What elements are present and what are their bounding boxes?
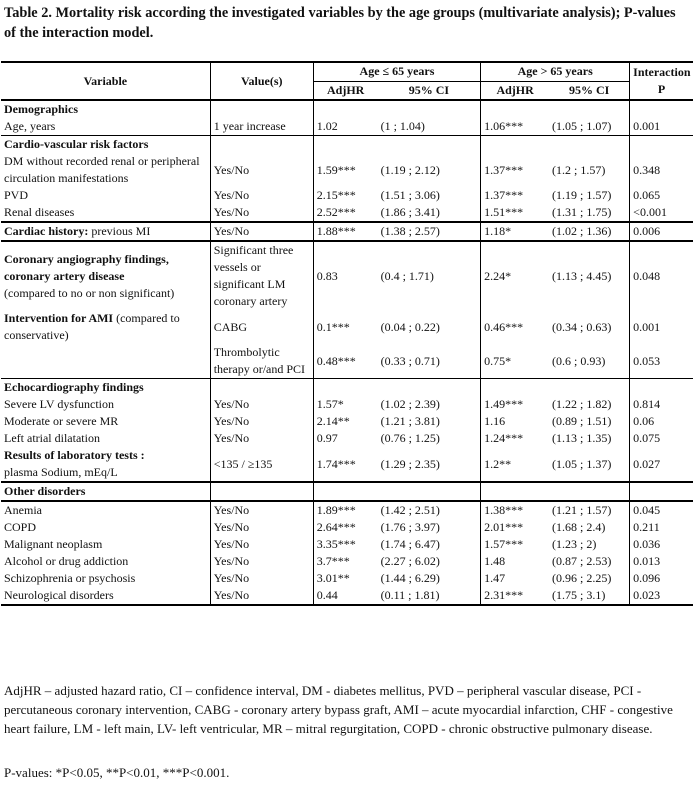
adjhr-le65-cell: 2.15*** — [313, 187, 377, 204]
value-cell: Yes/No — [210, 204, 313, 222]
ci-gt65-cell: (1.23 ; 2) — [552, 537, 597, 551]
interaction-p-cell: 0.06 — [630, 413, 693, 430]
adjhr-le65-cell: 1.89*** — [313, 501, 377, 519]
ci-le65-cell: (1.44 ; 6.29) — [380, 571, 440, 585]
table-row — [1, 118, 693, 136]
empty-cell — [313, 100, 377, 118]
value-cell: Yes/No — [210, 536, 313, 553]
adjhr-gt65-cell: 2.31*** — [481, 587, 549, 605]
header-ci-2: 95% CI — [549, 81, 630, 100]
variable-cell — [1, 222, 210, 241]
variable-label: Schizophrenia or psychosis — [4, 571, 136, 585]
variable-cell — [1, 570, 210, 587]
empty-cell — [630, 100, 693, 118]
interaction-p-cell: 0.045 — [630, 501, 693, 519]
empty-cell — [549, 136, 630, 154]
ci-le65-cell: (1.29 ; 2.35) — [380, 456, 440, 471]
table-row — [1, 310, 693, 344]
empty-cell — [378, 136, 481, 154]
table-body — [1, 100, 693, 605]
header-adjhr-2: AdjHR — [481, 81, 549, 100]
interaction-p-cell: 0.027 — [630, 447, 693, 482]
interaction-p-cell: 0.065 — [630, 187, 693, 204]
ci-gt65-cell: (1.02 ; 1.36) — [549, 222, 630, 241]
adjhr-gt65-cell: 1.47 — [481, 570, 549, 587]
table-row — [1, 136, 693, 154]
interaction-p-cell: 0.006 — [630, 222, 693, 241]
section-label: Cardio-vascular risk factors — [1, 136, 210, 154]
adjhr-le65-cell: 2.14** — [313, 413, 377, 430]
interaction-p-cell: 0.001 — [630, 310, 693, 344]
ci-le65-cell: (1 ; 1.04) — [380, 119, 425, 133]
empty-cell — [210, 482, 313, 501]
header-adjhr-1: AdjHR — [313, 81, 377, 100]
ci-le65-cell: (1.74 ; 6.47) — [380, 537, 440, 551]
ci-gt65-cell: (1.05 ; 1.37) — [552, 456, 612, 471]
value-cell: Significant three vessels or significant LM coronary artery — [210, 241, 313, 310]
empty-cell — [313, 379, 377, 397]
adjhr-le65-cell: 0.44 — [313, 587, 377, 605]
ci-le65-cell: (1.21 ; 3.81) — [380, 414, 440, 428]
variable-cell — [1, 118, 210, 136]
table-row — [1, 187, 693, 204]
value-cell: Yes/No — [210, 519, 313, 536]
variable-cell — [1, 241, 210, 310]
adjhr-gt65-cell: 1.57*** — [481, 536, 549, 553]
variable-label: (compared to no or non significant) — [4, 285, 175, 300]
mortality-risk-table — [1, 61, 693, 606]
table-row — [1, 344, 693, 379]
interaction-p-cell: 0.013 — [630, 553, 693, 570]
variable-label: Moderate or severe MR — [4, 414, 119, 428]
empty-cell — [313, 482, 377, 501]
empty-cell — [630, 136, 693, 154]
empty-cell — [549, 379, 630, 397]
empty-cell — [210, 100, 313, 118]
adjhr-le65-cell: 0.1*** — [313, 310, 377, 344]
empty-cell — [549, 100, 630, 118]
table-row — [1, 482, 693, 501]
value-cell: Yes/No — [210, 553, 313, 570]
empty-cell — [378, 100, 481, 118]
adjhr-le65-cell: 1.74*** — [313, 447, 377, 482]
variable-label: Age, years — [4, 119, 56, 133]
ci-le65-cell: (0.11 ; 1.81) — [378, 587, 481, 605]
variable-cell — [1, 553, 210, 570]
value-cell: 1 year increase — [210, 118, 313, 136]
table-row — [1, 241, 693, 310]
table-row — [1, 204, 693, 222]
variable-cell — [1, 310, 210, 344]
table-row — [1, 153, 693, 187]
adjhr-gt65-cell: 1.37*** — [481, 187, 549, 204]
value-cell: Yes/No — [210, 396, 313, 413]
adjhr-gt65-cell: 1.24*** — [481, 430, 549, 447]
ci-le65-cell: (1.51 ; 3.06) — [380, 188, 440, 202]
adjhr-le65-cell: 1.57* — [313, 396, 377, 413]
header-age-gt-65: Age > 65 years — [481, 62, 630, 81]
table-row — [1, 413, 693, 430]
ci-gt65-cell: (1.05 ; 1.07) — [552, 119, 612, 133]
table-row — [1, 587, 693, 605]
ci-le65-cell: (1.42 ; 2.51) — [378, 501, 481, 519]
interaction-p-cell: 0.023 — [630, 587, 693, 605]
variable-bold-label: Intervention for AMI — [4, 311, 114, 325]
variable-cell — [1, 430, 210, 447]
adjhr-gt65-cell: 1.38*** — [481, 501, 549, 519]
adjhr-le65-cell: 3.35*** — [313, 536, 377, 553]
empty-cell — [378, 482, 481, 501]
variable-label: DM without recorded renal or peripheral circulation manifestations — [4, 154, 200, 185]
ci-le65-cell: (1.19 ; 2.12) — [380, 162, 440, 177]
interaction-p-cell: 0.048 — [630, 241, 693, 310]
adjhr-le65-cell: 2.52*** — [313, 204, 377, 222]
ci-gt65-cell: (0.6 ; 0.93) — [552, 353, 606, 368]
header-variable: Variable — [1, 62, 210, 100]
variable-cell — [1, 519, 210, 536]
section-label: Demographics — [4, 102, 78, 116]
empty-cell — [481, 379, 549, 397]
ci-le65-cell: (1.02 ; 2.39) — [380, 397, 440, 411]
variable-label: Anemia — [4, 503, 42, 517]
variable-label: COPD — [4, 520, 37, 534]
ci-le65-cell: (2.27 ; 6.02) — [380, 554, 440, 568]
ci-gt65-cell: (0.96 ; 2.25) — [552, 571, 612, 585]
adjhr-le65-cell: 2.64*** — [313, 519, 377, 536]
empty-cell — [210, 136, 313, 154]
table-row — [1, 396, 693, 413]
value-cell: Yes/No — [210, 570, 313, 587]
variable-label: Malignant neoplasm — [4, 537, 103, 551]
interaction-p-cell: 0.211 — [630, 519, 693, 536]
variable-label: Severe LV dysfunction — [4, 397, 114, 411]
adjhr-gt65-cell: 1.37*** — [481, 153, 549, 187]
value-cell: Yes/No — [210, 413, 313, 430]
variable-cell — [1, 501, 210, 519]
ci-gt65-cell: (0.87 ; 2.53) — [552, 554, 612, 568]
adjhr-le65-cell: 0.48*** — [313, 344, 377, 379]
value-cell: Yes/No — [210, 501, 313, 519]
variable-label: Renal diseases — [4, 205, 75, 219]
table-row — [1, 501, 693, 519]
header-values: Value(s) — [210, 62, 313, 100]
variable-cell — [1, 187, 210, 204]
ci-gt65-cell: (1.13 ; 1.35) — [552, 431, 612, 445]
table-row — [1, 430, 693, 447]
adjhr-gt65-cell: 2.24* — [481, 241, 549, 310]
section-label: Other disorders — [1, 482, 210, 501]
interaction-p-cell: <0.001 — [630, 204, 693, 222]
header-interaction: Interaction P — [630, 62, 693, 100]
empty-cell — [630, 482, 693, 501]
variable-label: Neurological disorders — [4, 588, 114, 602]
adjhr-gt65-cell: 2.01*** — [481, 519, 549, 536]
variable-bold-label: Cardiac history: — [4, 224, 89, 238]
adjhr-gt65-cell: 1.49*** — [481, 396, 549, 413]
ci-gt65-cell: (1.75 ; 3.1) — [549, 587, 630, 605]
empty-cell — [481, 482, 549, 501]
ci-gt65-cell: (1.21 ; 1.57) — [549, 501, 630, 519]
table-row — [1, 447, 693, 482]
footnote-abbreviations: AdjHR – adjusted hazard ratio, CI – confidence interval, DM - diabetes mellitus, PVD – peripheral vascular disease, PCI - percutaneous coronary intervention, CABG - coronary artery bypass graft, AMI – acute myocardial infarction, CHF - congestive heart failure, LM - left main, LV- left ventricular, MR – mitral regurgitation, COPD - chronic obstructive pulmonary disease. — [4, 683, 673, 736]
adjhr-gt65-cell: 1.06*** — [481, 118, 549, 136]
empty-cell — [481, 100, 549, 118]
header-age-le-65: Age ≤ 65 years — [313, 62, 480, 81]
empty-cell — [378, 379, 481, 397]
adjhr-le65-cell: 0.83 — [313, 241, 377, 310]
variable-label: PVD — [4, 188, 29, 202]
variable-label: previous MI — [88, 224, 151, 238]
ci-gt65-cell: (1.13 ; 4.45) — [549, 241, 630, 310]
adjhr-gt65-cell: 1.51*** — [481, 204, 549, 222]
empty-cell — [549, 482, 630, 501]
interaction-p-cell: 0.096 — [630, 570, 693, 587]
adjhr-le65-cell: 0.97 — [313, 430, 377, 447]
interaction-p-cell: 0.001 — [630, 118, 693, 136]
ci-gt65-cell: (1.19 ; 1.57) — [552, 188, 612, 202]
value-cell: Yes/No — [210, 430, 313, 447]
interaction-p-cell: 0.814 — [630, 396, 693, 413]
variable-label: Left atrial dilatation — [4, 431, 100, 445]
ci-le65-cell: (1.38 ; 2.57) — [378, 222, 481, 241]
variable-bold-label: Coronary angiography findings, coronary artery disease — [4, 251, 169, 283]
table-row — [1, 536, 693, 553]
variable-label: plasma Sodium, mEq/L — [4, 465, 118, 479]
table-row — [1, 519, 693, 536]
ci-gt65-cell: (0.89 ; 1.51) — [552, 414, 612, 428]
variable-cell — [1, 447, 210, 482]
table-title: Table 2. Mortality risk according the investigated variables by the age groups (multivariate analysis); P-values of the interaction model. — [4, 5, 676, 41]
empty-cell — [481, 136, 549, 154]
value-cell: Yes/No — [210, 222, 313, 241]
ci-le65-cell: (0.76 ; 1.25) — [380, 431, 440, 445]
adjhr-gt65-cell: 1.48 — [481, 553, 549, 570]
ci-le65-cell: (1.76 ; 3.97) — [380, 520, 440, 534]
table-row — [1, 570, 693, 587]
ci-le65-cell: (0.33 ; 0.71) — [380, 353, 440, 368]
ci-gt65-cell: (1.31 ; 1.75) — [552, 205, 612, 219]
adjhr-gt65-cell: 1.16 — [481, 413, 549, 430]
interaction-p-cell: 0.036 — [630, 536, 693, 553]
adjhr-gt65-cell: 0.75* — [481, 344, 549, 379]
footnote-pvalues: P-values: *P<0.05, **P<0.01, ***P<0.001. — [4, 765, 230, 780]
variable-cell — [1, 587, 210, 605]
value-cell: Thrombolytic therapy or/and PCI — [210, 344, 313, 379]
adjhr-gt65-cell: 1.18* — [481, 222, 549, 241]
empty-cell — [313, 136, 377, 154]
ci-gt65-cell: (0.34 ; 0.63) — [552, 319, 612, 334]
value-cell: Yes/No — [210, 153, 313, 187]
value-cell: CABG — [210, 310, 313, 344]
section-label: Echocardiography findings — [1, 379, 210, 397]
variable-cell — [1, 344, 210, 379]
variable-bold-label: Results of laboratory tests : — [4, 448, 145, 462]
adjhr-le65-cell: 3.7*** — [313, 553, 377, 570]
empty-cell — [210, 379, 313, 397]
value-cell: Yes/No — [210, 187, 313, 204]
variable-label: Alcohol or drug addiction — [4, 554, 129, 568]
ci-le65-cell: (0.4 ; 1.71) — [378, 241, 481, 310]
variable-cell — [1, 536, 210, 553]
interaction-p-cell: 0.075 — [630, 430, 693, 447]
table-row — [1, 100, 693, 118]
variable-cell — [1, 413, 210, 430]
ci-gt65-cell: (1.22 ; 1.82) — [552, 397, 612, 411]
table-row — [1, 222, 693, 241]
adjhr-le65-cell: 1.59*** — [313, 153, 377, 187]
variable-cell — [1, 153, 210, 187]
interaction-p-cell: 0.348 — [630, 153, 693, 187]
value-cell: <135 / ≥135 — [210, 447, 313, 482]
adjhr-le65-cell: 1.02 — [313, 118, 377, 136]
table-row — [1, 379, 693, 397]
value-cell: Yes/No — [210, 587, 313, 605]
adjhr-gt65-cell: 0.46*** — [481, 310, 549, 344]
variable-cell — [1, 204, 210, 222]
table-row — [1, 553, 693, 570]
empty-cell — [630, 379, 693, 397]
variable-cell — [1, 396, 210, 413]
ci-gt65-cell: (1.2 ; 1.57) — [552, 162, 606, 177]
ci-le65-cell: (0.04 ; 0.22) — [380, 319, 440, 334]
adjhr-le65-cell: 3.01** — [313, 570, 377, 587]
header-ci-1: 95% CI — [378, 81, 481, 100]
variable-label: (compared to conservative) — [4, 311, 180, 342]
interaction-p-cell: 0.053 — [630, 344, 693, 379]
adjhr-le65-cell: 1.88*** — [313, 222, 377, 241]
ci-le65-cell: (1.86 ; 3.41) — [380, 205, 440, 219]
adjhr-gt65-cell: 1.2** — [481, 447, 549, 482]
ci-gt65-cell: (1.68 ; 2.4) — [552, 520, 606, 534]
